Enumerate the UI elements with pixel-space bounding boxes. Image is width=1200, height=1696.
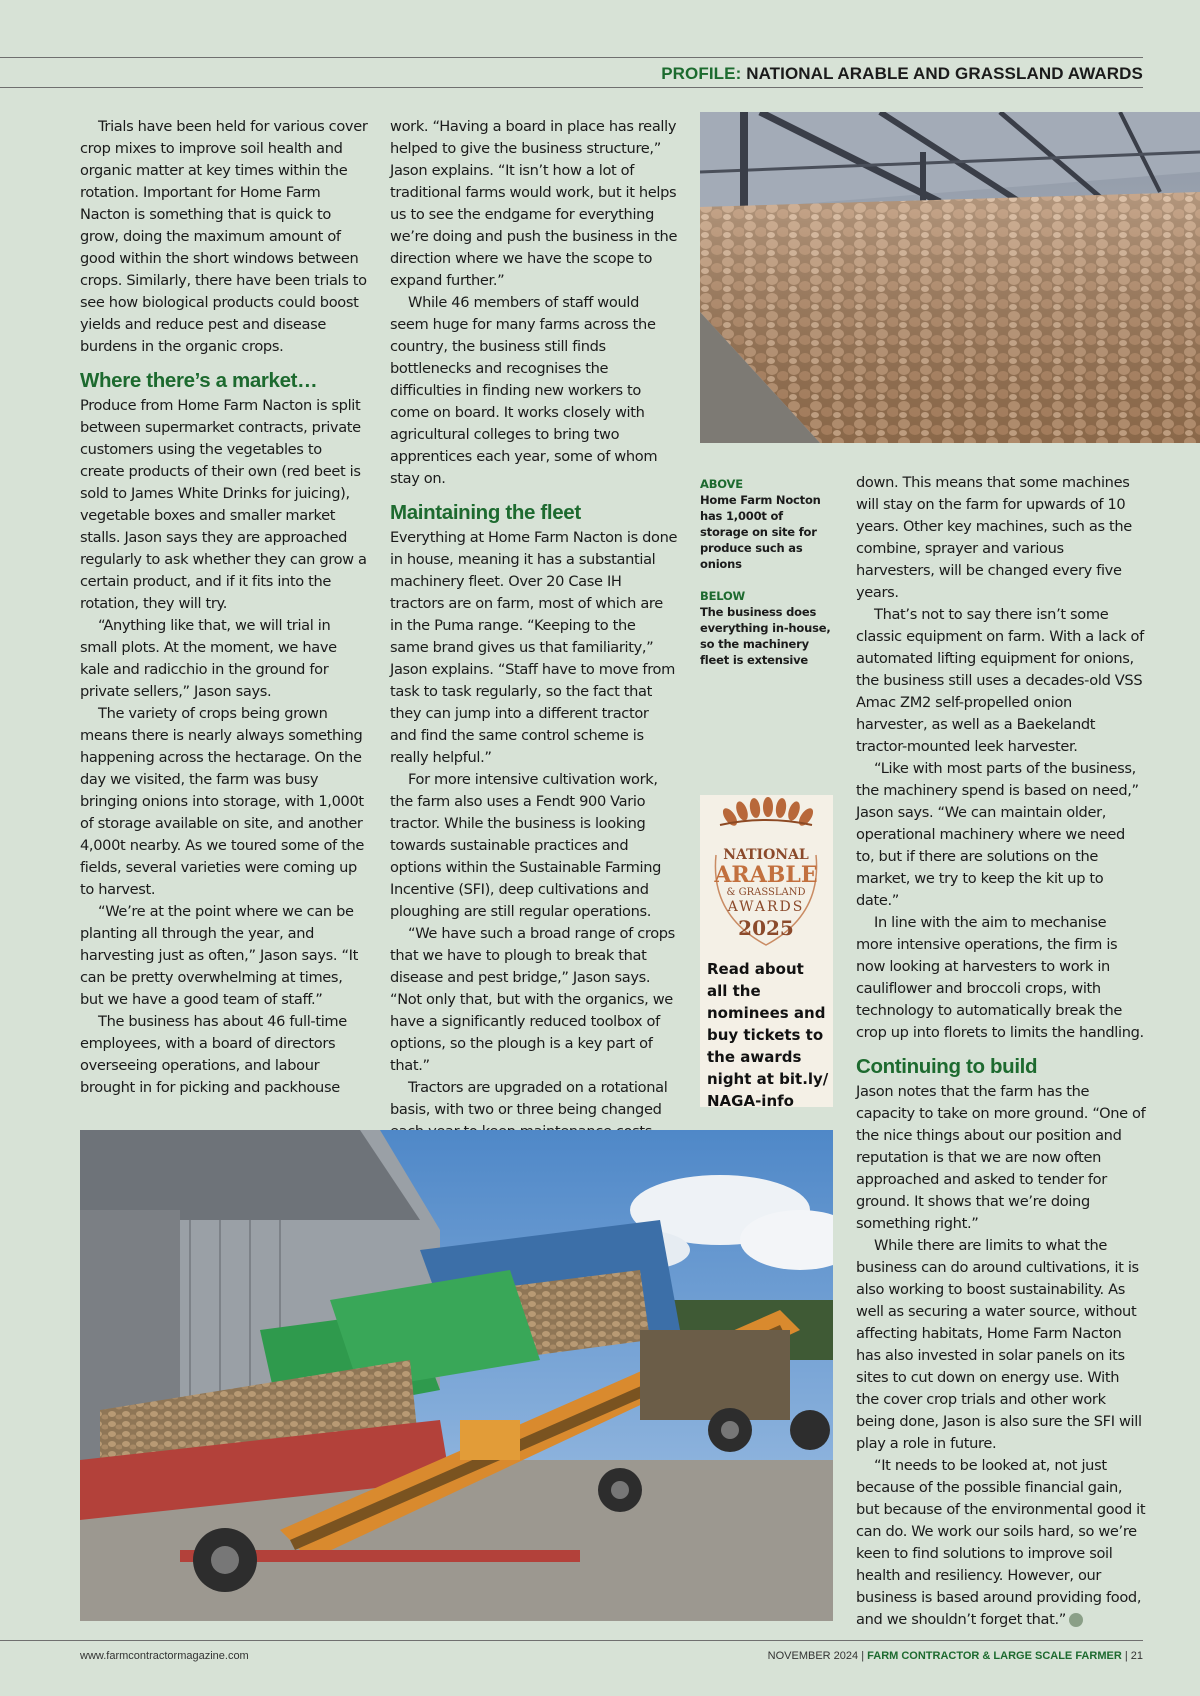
footer-issue: NOVEMBER 2024 | <box>767 1650 865 1662</box>
paragraph: “Anything like that, we will trial in small plots. At the moment, we have kale and radicchio in the ground for private sellers,” Jason says. <box>80 617 337 700</box>
caption-text: Home Farm Nocton has 1,000t of storage on site for produce such as onions <box>700 493 821 571</box>
paragraph: “We have such a broad range of crops that we have to plough to break that disease and pest bridge,” Jason says. “Not only that, but with the organics, we have a significantly reduced toolbox of options, so the plough is a key part of that.” <box>390 925 675 1074</box>
paragraph: While 46 members of staff would seem huge for many farms across the country, the business still finds bottlenecks and recognises the difficulties in finding new workers to come on board. It works closely with agricultural colleges to bring two apprentices each year, some of whom stay on. <box>390 294 658 487</box>
paragraph: Everything at Home Farm Nacton is done in house, meaning it has a substantial machinery fleet. Over 20 Case IH tractors are on farm, most of which are in the Puma range. “Keeping to the same brand gives us that familiarity,” Jason explains. “Staff have to move from task to task regularly, so the fact that they can jump into a different tractor and find the same control scheme is really helpful.” <box>390 529 678 766</box>
paragraph: While there are limits to what the business can do around cultivations, it is also working to boost sustainability. As well as securing a water source, without affecting habitats, Home Farm Nacton has also invested in solar panels on its sites to cut down on energy use. With the cover crop trials and other work being done, Jason is also sure the SFI will play a role in future. <box>856 1237 1142 1452</box>
paragraph: For more intensive cultivation work, the farm also uses a Fendt 900 Vario tractor. While the business is looking towards sustainable practices and options within the Sustainable Farming Incentive (SFI), deep cultivations and ploughing are still regular operations. <box>390 771 662 920</box>
footer-rule <box>0 1640 1143 1641</box>
awards-logo <box>700 795 833 955</box>
paragraph: In line with the aim to mechanise more intensive operations, the firm is now looking at harvesters to work in cauliflower and broccoli crops, with technology to automatically break the crop up into florets to limits the handling. <box>856 914 1144 1041</box>
paragraph <box>856 1455 1146 1631</box>
end-of-article-icon <box>1069 1613 1083 1627</box>
header-title: NATIONAL ARABLE AND GRASSLAND AWARDS <box>746 64 1143 83</box>
promo-text: Read about all the nominees and buy tickets to the awards night at bit.ly/ NAGA-info <box>707 960 829 1110</box>
paragraph: Jason notes that the farm has the capacity to take on more ground. “One of the nice things about our position and reputation is that we are now often approached and asked to tender for ground. It shows that we’re doing something right.” <box>856 1083 1146 1232</box>
caption-label: ABOVE <box>700 477 743 491</box>
awards-promo-box <box>700 795 833 1110</box>
photo-caption-below <box>700 588 835 668</box>
subheading: Where there’s a market… <box>80 369 318 392</box>
logo-line-awards: AWARDS <box>727 899 805 915</box>
caption-text: The business does everything in-house, so the machinery fleet is extensive <box>700 605 831 667</box>
paragraph: “We’re at the point where we can be planting all through the year, and harvesting just as often,” Jason says. “It can be pretty overwhelming at times, but we have a good team of staff.” <box>80 903 359 1008</box>
footer-website: www.farmcontractormagazine.com <box>80 1650 249 1662</box>
subheading: Continuing to build <box>856 1055 1038 1078</box>
section-header <box>661 64 1143 84</box>
machinery-photo <box>80 1130 833 1621</box>
logo-year: 2025 <box>738 916 794 940</box>
onion-storage-photo <box>700 112 1200 443</box>
paragraph: work. “Having a board in place has really helped to give the business structure,” Jason explains. “It isn’t how a lot of traditional farms would work, but it helps us to see the endgame for everything we’re doing and push the business in the direction where we have the scope to expand further.” <box>390 118 678 289</box>
logo-line-arable: ARABLE <box>714 862 818 888</box>
article-column-1 <box>80 116 368 1099</box>
logo-line-grassland: & GRASSLAND <box>726 887 806 898</box>
paragraph: Tractors are upgraded on a rotational basis, with two or three being changed <box>390 1079 668 1118</box>
paragraph: That’s not to say there isn’t some classic equipment on farm. With a lack of automated lifting equipment for onions, the business still uses a decades-old VSS Amac ZM2 self-propelled onion harvester, as well as a Baekelandt tractor-mounted leek harvester. <box>856 606 1144 755</box>
logo-line-national: NATIONAL <box>723 847 809 863</box>
footer-issue-info <box>768 1650 1143 1662</box>
footer-page-number: | 21 <box>1124 1650 1143 1662</box>
photo-caption-above <box>700 476 835 572</box>
paragraph: “Like with most parts of the business, the machinery spend is based on need,” Jason says. “We can maintain older, operational machinery where we need to, but if there are solutions on the market, we try to keep the kit up to date.” <box>856 760 1139 909</box>
paragraph: The variety of crops being grown means there is nearly always something happening across the hectarage. On the day we visited, the farm was busy bringing onions into storage, with 1,000t of storage available on site, and another 4,000t nearby. As we toured some of the fields, several varieties were coming up to harvest. <box>80 705 365 898</box>
article-column-2 <box>390 116 678 1143</box>
subheading: Maintaining the fleet <box>390 501 581 524</box>
header-kicker: PROFILE: <box>661 64 742 83</box>
paragraph: The business has about 46 full-time employees, with a board of directors overseeing operations, and labour brought in for picking and packhouse <box>80 1013 347 1096</box>
paragraph: Produce from Home Farm Nacton is split between supermarket contracts, private customers using the vegetables to create products of their own (red beet is sold to James White Drinks for juicing), vegetable boxes and smaller market stalls. Jason says they are approached regularly to ask whether they can grow a certain product, and if it fits into the rotation, they will try. <box>80 397 367 612</box>
header-bottom-rule <box>0 87 1143 88</box>
article-column-4 <box>856 472 1146 1631</box>
header-top-rule <box>0 57 1143 58</box>
paragraph: Trials have been held for various cover crop mixes to improve soil health and organic matter at key times within the rotation. Important for Home Farm Nacton is something that is quick to grow, doing the maximum amount of good within the short windows between crops. Similarly, there have been trials to see how biological products could boost yields and reduce pest and disease burdens in the organic crops. <box>80 118 368 355</box>
closing-paragraph-text: “It needs to be looked at, not just because of the possible financial gain, but because of the environmental good it can do. We work our soils hard, so we’re keen to find solutions to improve soil health and resiliency. However, our business is based around providing food, and we shouldn’t forget that.” <box>856 1457 1146 1628</box>
footer-publication: FARM CONTRACTOR & LARGE SCALE FARMER <box>867 1650 1122 1662</box>
caption-label: BELOW <box>700 589 746 603</box>
paragraph: down. This means that some machines will stay on the farm for upwards of 10 years. Other key machines, such as the combine, sprayer and various harvesters, will be changed every five years. <box>856 474 1132 601</box>
